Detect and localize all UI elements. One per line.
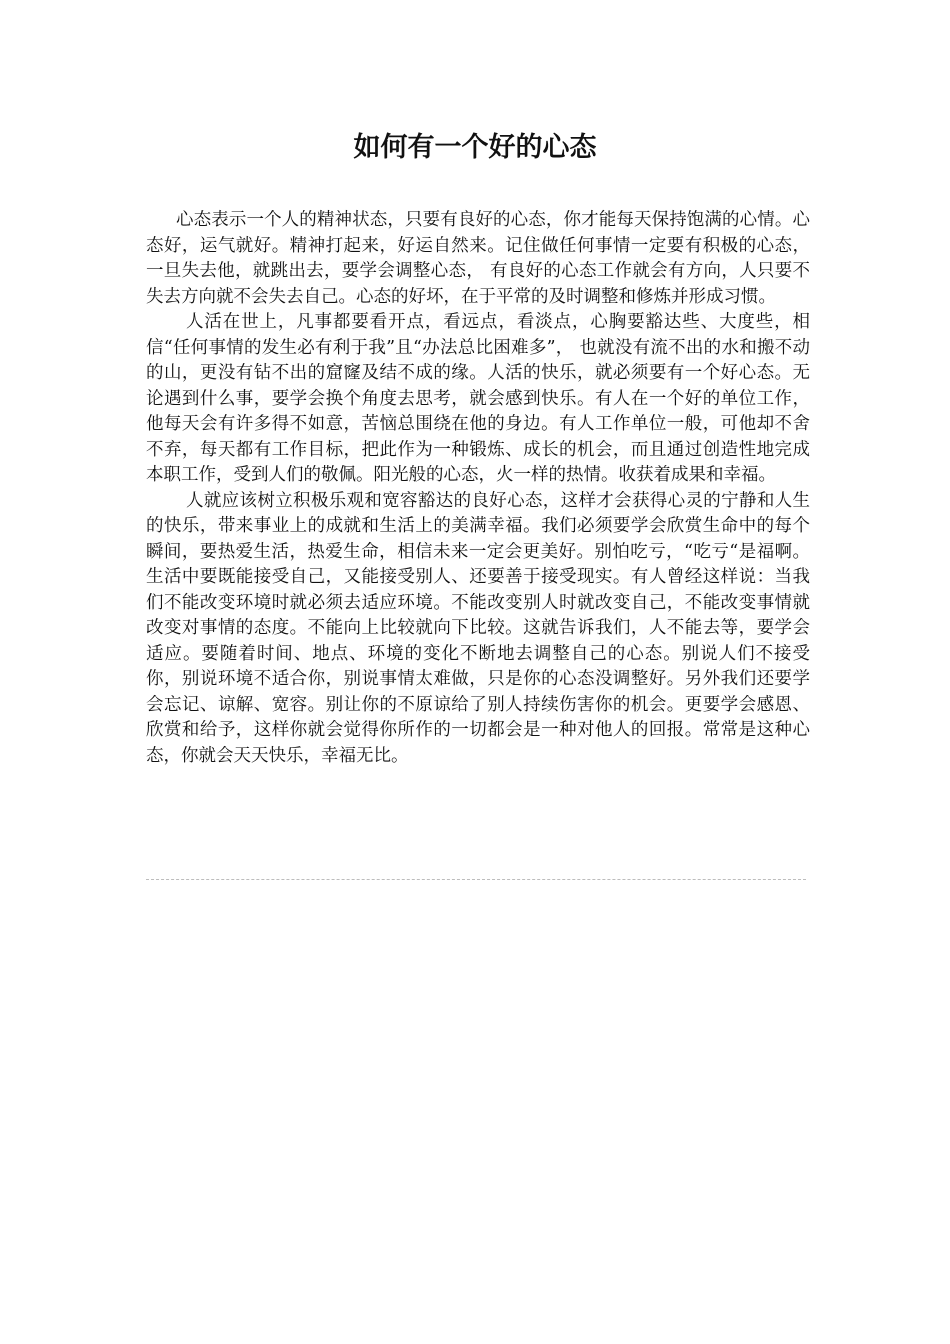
document-title: 如何有一个好的心态 bbox=[353, 132, 597, 163]
document-body bbox=[146, 208, 810, 769]
paragraph-2: 人活在世上，凡事都要看开点，看远点，看淡点，心胸要豁达些、大度些，相信“任何事情的发生必有利于我”且“办法总比困难多”， 也就没有流不出的水和搬不动的山，更没有钻不出的窟窿及结不成的缘。人活的快乐，就必须要有一个好心态。无论遇到什么事，要学会换个角度去思考，就会感到快乐。有人在一个好的单位工作，他每天会有许多得不如意，苦恼总围绕在他的身边。有人工作单位一般，可他却不舍不弃，每天都有工作目标，把此作为一种锻炼、成长的机会，而且通过创造性地完成本职工作，受到人们的敬佩。阳光般的心态，火一样的热情。收获着成果和幸福。 bbox=[146, 312, 810, 485]
dashed-divider bbox=[146, 879, 806, 880]
paragraph-1: 心态表示一个人的精神状态，只要有良好的心态，你才能每天保持饱满的心情。心态好，运气就好。精神打起来，好运自然来。记住做任何事情一定要有积极的心态，一旦失去他，就跳出去，要学会调整心态， 有良好的心态工作就会有方向，人只要不失去方向就不会失去自己。心态的好坏，在于平常的及时调整和修炼并形成习惯。 bbox=[146, 210, 810, 307]
paragraph-3: 人就应该树立积极乐观和宽容豁达的良好心态，这样才会获得心灵的宁静和人生的快乐，带来事业上的成就和生活上的美满幸福。我们必须要学会欣赏生命中的每个瞬间，要热爱生活，热爱生命，相信未来一定会更美好。别怕吃亏，“吃亏“是福啊。生活中要既能接受自己，又能接受别人、还要善于接受现实。有人曾经这样说：当我们不能改变环境时就必须去适应环境。不能改变别人时就改变自己，不能改变事情就改变对事情的态度。不能向上比较就向下比较。这就告诉我们，人不能去等，要学会适应。要随着时间、地点、环境的变化不断地去调整自己的心态。别说人们不接受你，别说环境不适合你，别说事情太难做，只是你的心态没调整好。另外我们还要学会忘记、谅解、宽容。别让你的不原谅给了别人持续伤害你的机会。更要学会感恩、欣赏和给予，这样你就会觉得你所作的一切都会是一种对他人的回报。常常是这种心态，你就会天天快乐，幸福无比。 bbox=[146, 490, 810, 766]
